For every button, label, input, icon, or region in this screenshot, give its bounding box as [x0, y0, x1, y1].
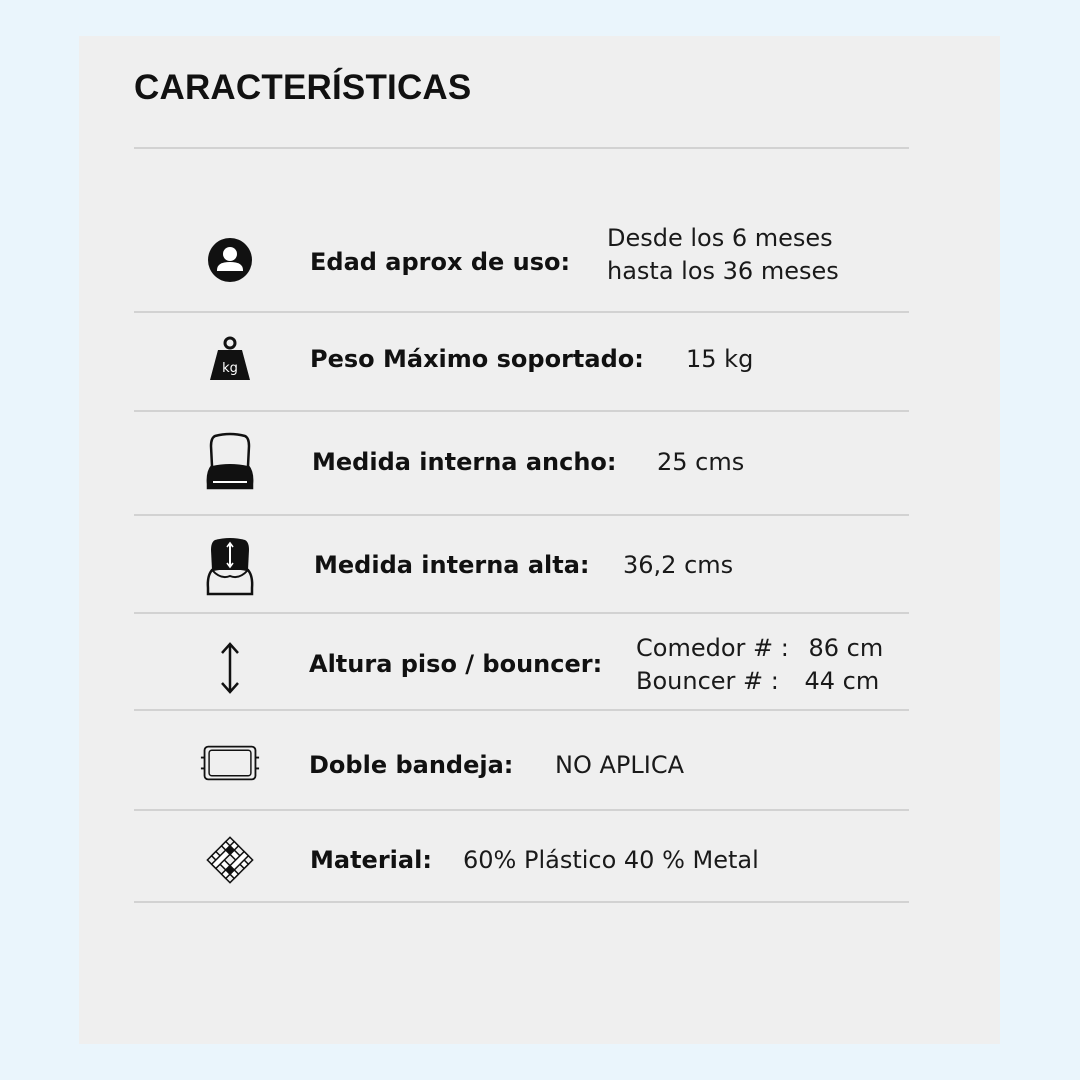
divider	[134, 410, 909, 412]
spec-label-tray: Doble bandeja:	[309, 751, 514, 779]
spec-label-width: Medida interna ancho:	[312, 448, 617, 476]
seat-width-icon	[200, 432, 260, 494]
spec-label-weight: Peso Máximo soportado:	[310, 345, 644, 373]
spec-value-floor-height	[636, 632, 883, 698]
divider	[134, 311, 909, 313]
tray-icon	[200, 738, 260, 788]
divider	[134, 901, 909, 903]
kg-weight-icon	[200, 334, 260, 384]
spec-label-floor-height: Altura piso / bouncer:	[309, 650, 603, 678]
spec-value-material: 60% Plástico 40 % Metal	[463, 846, 759, 874]
spec-value-tray: NO APLICA	[555, 751, 684, 779]
spec-label-height: Medida interna alta:	[314, 551, 590, 579]
bouncer-amount: 44 cm	[804, 667, 880, 695]
age-line-1: Desde los 6 meses	[607, 224, 833, 252]
seat-height-icon	[200, 535, 260, 599]
divider	[134, 809, 909, 811]
user-avatar-icon	[200, 232, 260, 288]
spec-label-material: Material:	[310, 846, 432, 874]
divider	[134, 612, 909, 614]
vertical-arrow-icon	[200, 640, 260, 696]
floor-height-line-dining	[636, 632, 883, 665]
spec-value-height: 36,2 cms	[623, 551, 734, 579]
bouncer-label: Bouncer # :	[636, 667, 779, 695]
spec-label-age: Edad aprox de uso:	[310, 248, 571, 276]
dining-label: Comedor # :	[636, 634, 789, 662]
page-title: CARACTERÍSTICAS	[134, 68, 472, 107]
age-line-2: hasta los 36 meses	[607, 257, 839, 285]
floor-height-line-bouncer	[636, 665, 883, 698]
spec-value-width: 25 cms	[657, 448, 745, 476]
divider	[134, 147, 909, 149]
dining-amount: 86 cm	[808, 634, 884, 662]
spec-value-weight: 15 kg	[686, 345, 754, 373]
woven-material-icon	[200, 835, 260, 885]
kg-icon-text: kg	[222, 361, 238, 376]
divider	[134, 709, 909, 711]
divider	[134, 514, 909, 516]
spec-value-age	[607, 222, 839, 288]
